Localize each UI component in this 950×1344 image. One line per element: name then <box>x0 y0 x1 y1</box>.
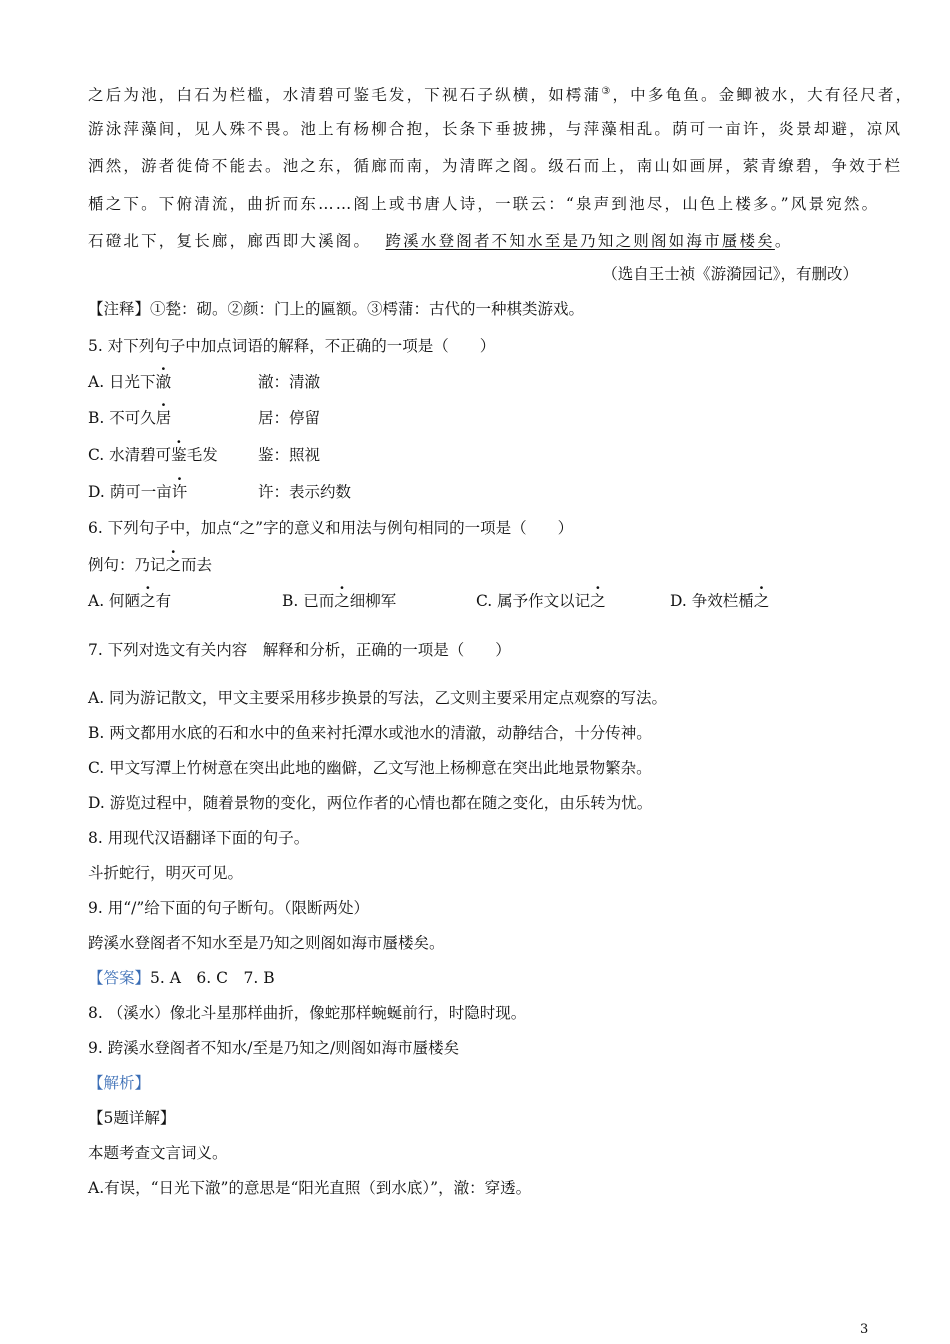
passage-text: 。 <box>774 232 793 250</box>
analysis-intro: 本题考查文言词义。 <box>88 1144 228 1162</box>
question-5-option-a: A. 日光下澈 澈：清澈 <box>88 373 321 391</box>
passage-source: （选自王士祯《游漪园记》，有删改） <box>602 265 858 283</box>
passage-line-4: 楯之下。下俯清流，曲折而东……阁上或书唐人诗，一联云：“泉声到池尽，山色上楼多。”风景宛然。 <box>88 195 880 213</box>
option-explanation: 许：表示约数 <box>258 483 352 501</box>
dotted-word: 鉴 <box>171 446 187 464</box>
answer-label: 【答案】 <box>88 969 151 987</box>
annotation-notes: 【注释】①甃：砌。②颜：门上的匾额。③樗蒲：古代的一种棋类游戏。 <box>88 300 585 318</box>
passage-text: 之后为池，白石为栏槛，水清碧可鉴毛发，下视石子纵横，如樗蒲 <box>88 86 602 105</box>
answer-choices: 5. A 6. C 7. B <box>150 969 275 987</box>
dotted-word: 之 <box>334 592 350 610</box>
page-number: 3 <box>860 1322 869 1337</box>
question-5-option-d: D. 荫可一亩许 许：表示约数 <box>88 483 352 501</box>
dotted-word: 许 <box>171 483 188 501</box>
passage-text: 石磴北下，复长廊，廊西即大溪阁。 <box>88 232 372 250</box>
passage-line-2: 游泳萍藻间，见人殊不畏。池上有杨柳合抱，长条下垂披拂，与萍藻相乱。荫可一亩许，炎景却避，凉风 <box>88 120 903 138</box>
dotted-word: 澈 <box>155 373 172 391</box>
question-5-option-b: B. 不可久居 居：停留 <box>88 409 321 427</box>
answer-q9: 9. 跨溪水登阁者不知水/至是乃知之/则阁如海市蜃楼矣 <box>88 1039 460 1057</box>
dotted-word: 居 <box>155 409 172 427</box>
passage-line-3: 洒然，游者徙倚不能去。池之东，循廊而南，为清晖之阁。级石而上，南山如画屏，萦青缭碧，争效于栏 <box>88 157 903 175</box>
question-8-stem: 8. 用现代汉语翻译下面的句子。 <box>88 829 310 847</box>
question-6-option-a: A. 何陋之有 <box>88 592 172 610</box>
footnote-marker: ③ <box>601 86 613 97</box>
question-7-option-d: D. 游览过程中，随着景物的变化，两位作者的心情也都在随之变化，由乐转为忧。 <box>88 794 653 812</box>
question-8-sentence: 斗折蛇行，明灭可见。 <box>88 864 244 882</box>
question-9-stem: 9. 用“/”给下面的句子断句。（限断两处） <box>88 899 370 917</box>
question-7-option-b: B. 两文都用水底的石和水中的鱼来衬托潭水或池水的清澈，动静结合，十分传神。 <box>88 724 652 742</box>
question-5-stem: 5. 对下列句子中加点词语的解释，不正确的一项是（ ） <box>88 337 496 355</box>
option-explanation: 鉴：照视 <box>258 446 321 464</box>
question-7-option-a: A. 同为游记散文，甲文主要采用移步换景的写法，乙文则主要采用定点观察的写法。 <box>88 689 668 707</box>
question-7-option-c: C. 甲文写潭上竹树意在突出此地的幽僻，乙文写池上杨柳意在突出此地景物繁杂。 <box>88 759 652 777</box>
question-5-option-c: C. 水清碧可鉴毛发 鉴：照视 <box>88 446 321 464</box>
option-explanation: 澈：清澈 <box>258 373 321 391</box>
dotted-word: 之 <box>140 592 156 610</box>
dotted-word: 之 <box>590 592 606 610</box>
answer-line <box>88 968 275 988</box>
question-7-stem: 7. 下列对选文有关内容 解释和分析，正确的一项是（ ） <box>88 641 511 659</box>
passage-line-5 <box>88 231 793 251</box>
analysis-option-a: A.有误，“日光下澈”的意思是“阳光直照（到水底）”，澈：穿透。 <box>88 1179 532 1197</box>
answer-q8: 8. （溪水）像北斗星那样曲折，像蛇那样蜿蜒前行，时隐时现。 <box>88 1004 527 1022</box>
passage-line-1 <box>88 82 913 105</box>
dotted-word: 之 <box>753 592 770 610</box>
underlined-sentence: 跨溪水登阁者不知水至是乃知之则阁如海市蜃楼矣 <box>385 232 775 250</box>
option-explanation: 居：停留 <box>258 409 321 427</box>
question-9-sentence: 跨溪水登阁者不知水至是乃知之则阁如海市蜃楼矣。 <box>88 934 445 952</box>
question-6-option-b: B. 已而之细柳军 <box>282 592 397 610</box>
question-6-stem: 6. 下列句子中，加点“之”字的意义和用法与例句相同的一项是（ ） <box>88 519 574 537</box>
question-6-example: 例句：乃记之而去 <box>88 556 213 574</box>
question-6-option-d: D. 争效栏楯之 <box>670 592 770 610</box>
analysis-label: 【解析】 <box>88 1074 151 1092</box>
analysis-q5-title: 【5题详解】 <box>88 1109 176 1127</box>
question-6-option-c: C. 属予作文以记之 <box>476 592 606 610</box>
passage-text: ，中多龟鱼。金鲫被水，大有径尺者， <box>612 86 914 105</box>
dotted-word: 之 <box>165 556 182 574</box>
